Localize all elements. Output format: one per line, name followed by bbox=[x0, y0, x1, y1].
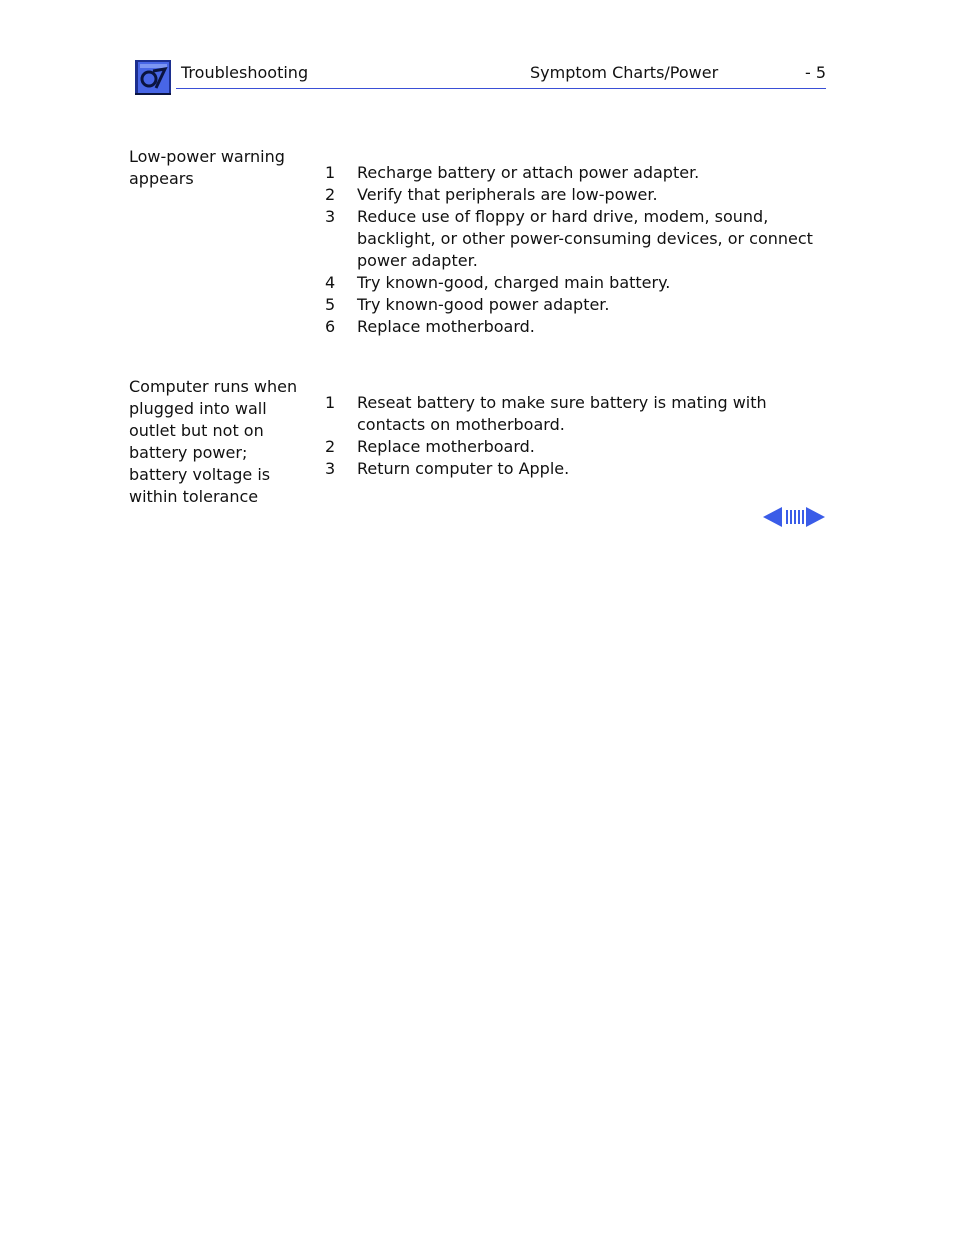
symptom-row bbox=[129, 146, 829, 354]
step-number: 1 bbox=[325, 163, 336, 182]
arrow-left-icon[interactable] bbox=[763, 507, 782, 527]
symptom-chart bbox=[129, 146, 829, 530]
step-text: Verify that peripherals are low-power. bbox=[357, 185, 658, 204]
step-text: Reduce use of floppy or hard drive, modem, sound, backlight, or other power-consuming devices, or connect power adapter. bbox=[357, 207, 813, 270]
step-text: Recharge battery or attach power adapter. bbox=[357, 163, 700, 182]
arrow-right-icon[interactable] bbox=[806, 507, 825, 527]
step-number: 3 bbox=[325, 459, 336, 478]
solution-step bbox=[325, 206, 820, 272]
step-number: 2 bbox=[325, 185, 336, 204]
step-number: 4 bbox=[325, 273, 336, 292]
symptom-row bbox=[129, 376, 829, 508]
step-number: 5 bbox=[325, 295, 336, 314]
solution-step bbox=[325, 294, 820, 316]
header-chapter-title: Symptom Charts/Power bbox=[530, 63, 719, 82]
symptom-text: Computer runs when plugged into wall outlet but not on battery power; battery voltage is within tolerance bbox=[129, 377, 298, 506]
solution-step bbox=[325, 162, 820, 184]
header-rule bbox=[176, 88, 826, 89]
solution-step bbox=[325, 458, 820, 480]
solution-step bbox=[325, 316, 820, 338]
step-text: Replace motherboard. bbox=[357, 437, 535, 456]
page-number: - 5 bbox=[804, 63, 826, 82]
page-navigation bbox=[763, 505, 825, 529]
solution-steps bbox=[325, 392, 820, 480]
step-text: Return computer to Apple. bbox=[357, 459, 570, 478]
apple-service-tool-icon bbox=[134, 58, 172, 96]
index-bars-icon[interactable] bbox=[786, 510, 804, 524]
step-number: 1 bbox=[325, 393, 336, 412]
step-number: 3 bbox=[325, 207, 336, 226]
solution-step bbox=[325, 272, 820, 294]
step-text: Try known-good, charged main battery. bbox=[357, 273, 671, 292]
page-navigation-graphic bbox=[763, 505, 825, 529]
solution-step bbox=[325, 184, 820, 206]
step-text: Reseat battery to make sure battery is mating with contacts on motherboard. bbox=[357, 393, 767, 434]
step-number: 6 bbox=[325, 317, 336, 336]
header-section-title: Troubleshooting bbox=[181, 63, 309, 82]
page-header bbox=[134, 58, 826, 96]
step-number: 2 bbox=[325, 437, 336, 456]
solution-steps bbox=[325, 162, 820, 338]
solution-step bbox=[325, 436, 820, 458]
step-text: Replace motherboard. bbox=[357, 317, 535, 336]
solution-step bbox=[325, 392, 820, 436]
step-text: Try known-good power adapter. bbox=[357, 295, 610, 314]
symptom-text: Low-power warning appears bbox=[129, 147, 285, 188]
